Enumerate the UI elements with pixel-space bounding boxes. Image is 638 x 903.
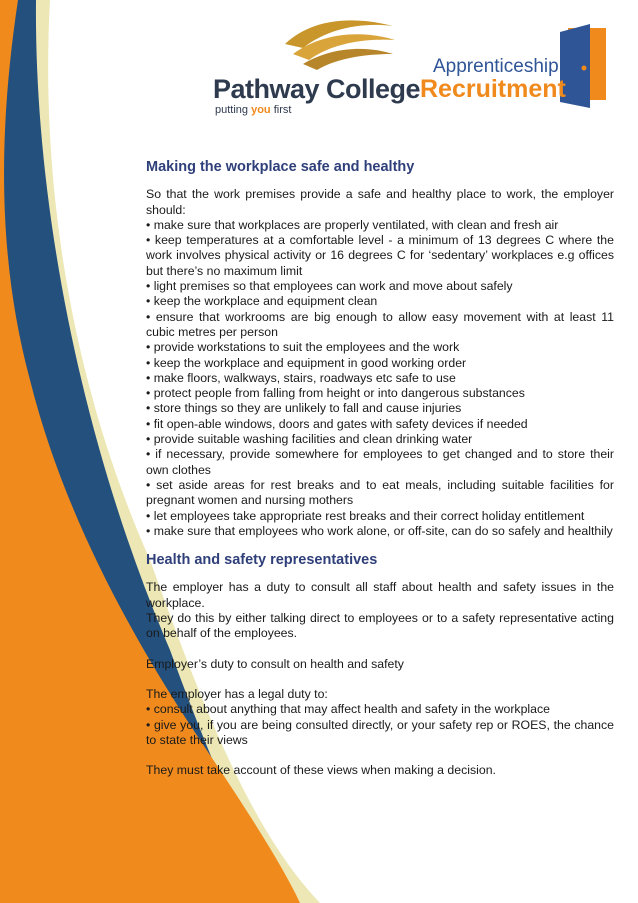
section2-para-consult: Employer’s duty to consult on health and safety [146,656,404,671]
bullet-item: • fit open-able windows, doors and gates with safety devices if needed [146,416,528,431]
bullet-item: • store things so they are unlikely to fall and cause injuries [146,401,462,416]
bullet-item: • consult about anything that may affect health and safety in the workplace [146,702,550,717]
bullet-item: • make floors, walkways, stairs, roadways etc safe to use [146,370,456,385]
section1-bullet-list [146,218,614,539]
bullet-item: • if necessary, provide somewhere for employees to get changed and to store their own clothes [146,447,614,477]
bullet-item: • light premises so that employees can work and move about safely [146,279,513,294]
pathway-college-logo [213,14,421,116]
bullet-item: • let employees take appropriate rest breaks and their correct holiday entitlement [146,508,585,523]
apprenticeship-recruitment-logo [418,22,618,112]
bullet-item: • make sure that workplaces are properly ventilated, with clean and fresh air [146,217,559,232]
recruitment-text: Recruitment [420,75,566,103]
bullet-item: • keep the workplace and equipment in good working order [146,355,467,370]
section2-para-legal-duty: The employer has a legal duty to: [146,686,328,701]
bullet-item: • ensure that workrooms are big enough to allow easy movement with at least 11 cubic metres per person [146,309,614,339]
pathway-college-name: Pathway College [213,74,421,104]
bullet-item: • keep temperatures at a comfortable level - a minimum of 13 degrees C where the work involves physical activity or 16 degrees C for ‘sedentary’ workplaces e.g offices but there’s no maximum limit [146,233,614,278]
bullet-item: • make sure that employees who work alone, or off-site, can do so safely and healthily [146,523,613,538]
spacer [146,642,614,657]
spacer [146,748,614,763]
section2-para-talking: They do this by either talking direct to employees or to a safety representative acting on behalf of the employees. [146,611,614,641]
section2-bullet-list [146,702,614,748]
section2-para-views: They must take account of these views when making a decision. [146,763,496,778]
bullet-item: • set aside areas for rest breaks and to eat meals, including suitable facilities for pregnant women and nursing mothers [146,477,614,508]
swoosh-logo-icon [213,14,403,76]
main-content [146,160,614,778]
section2-para-duty: The employer has a duty to consult all staff about health and safety issues in the workplace. [146,580,614,610]
pathway-college-tagline: putting you first [215,104,292,116]
section-heading-workplace-safe: Making the workplace safe and healthy [146,159,415,175]
section-heading-representatives: Health and safety representatives [146,552,378,569]
bullet-item: • protect people from falling from height or into dangerous substances [146,386,525,401]
bullet-item: • provide suitable washing facilities and clean drinking water [146,432,473,447]
bullet-item: • give you, if you are being consulted directly, or your safety rep or ROES, the chance to state their views [146,717,614,747]
section1-intro: So that the work premises provide a safe and healthy place to work, the employer should: [146,187,614,217]
spacer [146,672,614,687]
apprenticeship-text: Apprenticeship [433,56,559,77]
bullet-item: • keep the workplace and equipment clean [146,294,378,309]
bullet-item: • provide workstations to suit the employees and the work [146,340,460,355]
